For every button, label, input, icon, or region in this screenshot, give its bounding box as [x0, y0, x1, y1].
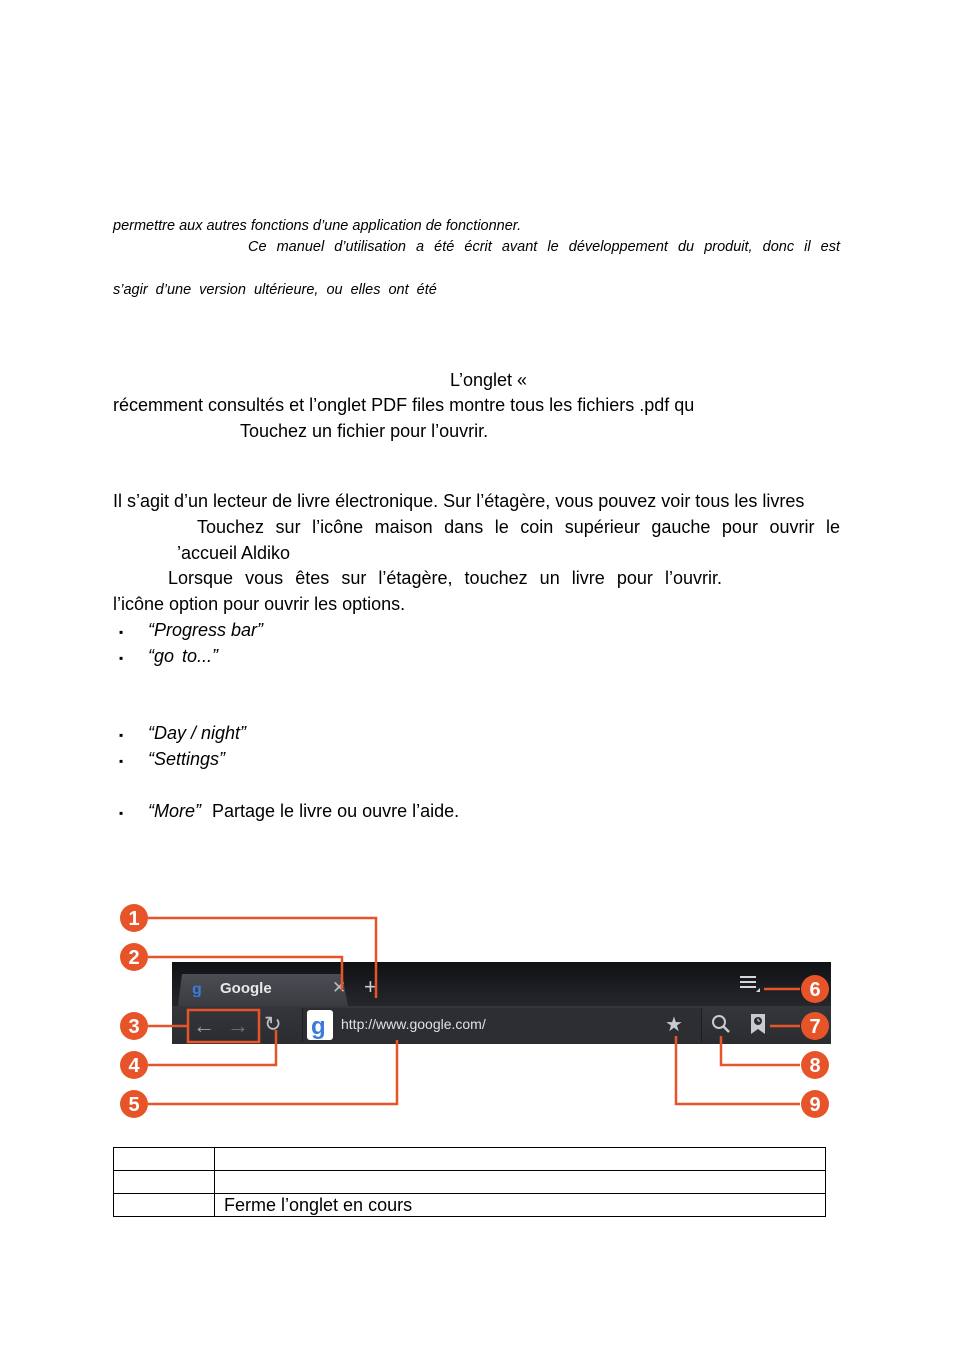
svg-text:3: 3 — [128, 1016, 140, 1038]
aldiko-line-5: l’icône option pour ouvrir les options. — [113, 594, 406, 614]
bullet-marker: ▪ — [119, 754, 124, 768]
callout-table — [113, 1147, 826, 1217]
back-arrow-icon[interactable]: ← — [193, 1013, 215, 1038]
callout-9 — [801, 1090, 829, 1118]
callout-2 — [120, 943, 148, 971]
option-more-desc: Partage le livre ou ouvre l’aide. — [212, 801, 460, 821]
svg-text:4: 4 — [128, 1055, 140, 1077]
close-tab-icon[interactable]: ✕ — [332, 978, 347, 997]
bullet-marker: ▪ — [119, 625, 124, 639]
callout-6 — [801, 975, 829, 1003]
table-row — [114, 1148, 826, 1171]
refresh-icon[interactable]: ↻ — [264, 1013, 282, 1036]
pdf-line-3: Touchez un fichier pour l’ouvrir. — [240, 421, 489, 441]
option-progress-bar: “Progress bar” — [148, 620, 264, 640]
svg-text:9: 9 — [809, 1094, 821, 1116]
aldiko-line-3: ’accueil Aldiko — [177, 543, 291, 563]
svg-text:2: 2 — [128, 947, 140, 969]
table-cell-desc: Ferme l’onglet en cours — [215, 1194, 826, 1217]
forward-arrow-icon[interactable]: → — [227, 1013, 249, 1038]
pdf-line-2: récemment consultés et l’onglet PDF files montre tous les fichiers .pdf qu — [113, 395, 695, 415]
option-go-to: “go to...” — [148, 646, 219, 666]
bookmark-star-icon[interactable]: ★ — [665, 1014, 683, 1036]
note-line-1: permettre aux autres fonctions d’une application de fonctionner. — [113, 218, 522, 234]
table-cell-desc — [215, 1171, 826, 1194]
callout-line-4 — [148, 1030, 276, 1065]
callout-7 — [801, 1012, 829, 1040]
table-cell-num — [114, 1171, 215, 1194]
option-day-night: “Day / night” — [148, 723, 247, 743]
callout-5 — [120, 1090, 148, 1118]
callout-line-5 — [148, 1040, 397, 1104]
svg-text:6: 6 — [809, 979, 821, 1001]
bullet-marker: ▪ — [119, 651, 124, 665]
tab-title: Google — [220, 980, 272, 997]
option-settings: “Settings” — [148, 749, 226, 769]
bullet-marker: ▪ — [119, 806, 124, 820]
callout-1 — [120, 904, 148, 932]
callout-4 — [120, 1051, 148, 1079]
svg-text:g: g — [192, 981, 202, 997]
nav-arrows-highlight — [188, 1010, 259, 1042]
aldiko-line-4: Lorsque vous êtes sur l’étagère, touchez un livre pour l’ouvrir. — [168, 568, 722, 588]
callout-line-9 — [676, 1036, 800, 1104]
aldiko-line-1: Il s’agit d’un lecteur de livre électronique. Sur l’étagère, vous pouvez voir tous les livres — [113, 491, 805, 511]
svg-text:1: 1 — [128, 908, 140, 930]
callout-8 — [801, 1051, 829, 1079]
table-cell-num — [114, 1194, 215, 1217]
table-cell-desc — [215, 1148, 826, 1171]
table-row — [114, 1194, 826, 1217]
pdf-line-1: L’onglet « — [450, 370, 528, 390]
aldiko-line-2: Touchez sur l’icône maison dans le coin supérieur gauche pour ouvrir le — [197, 517, 840, 537]
callout-line-2 — [148, 957, 342, 990]
callout-line-8 — [721, 1036, 800, 1065]
table-row — [114, 1171, 826, 1194]
new-tab-icon[interactable]: + — [364, 974, 377, 999]
svg-text:7: 7 — [809, 1016, 821, 1038]
svg-text:8: 8 — [809, 1055, 821, 1077]
callout-3 — [120, 1012, 148, 1040]
note-line-3: s’agir d’une version ultérieure, ou elles ont été — [113, 282, 437, 298]
note-line-2: Ce manuel d’utilisation a été écrit avant le développement du produit, donc il est — [248, 239, 840, 255]
svg-text:5: 5 — [128, 1094, 140, 1116]
option-more-term: “More” — [148, 801, 201, 821]
svg-text:g: g — [311, 1013, 326, 1040]
table-cell-num — [114, 1148, 215, 1171]
url-text: http://www.google.com/ — [341, 1016, 486, 1032]
bullet-marker: ▪ — [119, 728, 124, 742]
